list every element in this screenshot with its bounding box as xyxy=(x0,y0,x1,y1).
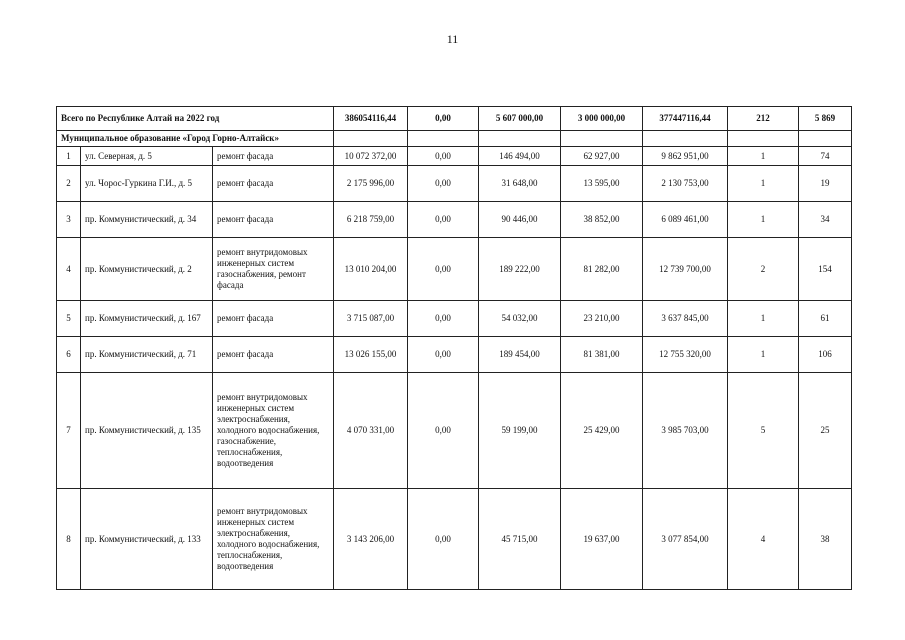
total-value: 5 869 xyxy=(799,107,852,131)
value-cell: 0,00 xyxy=(408,489,479,590)
address-cell: пр. Коммунистический, д. 133 xyxy=(81,489,213,590)
cost-cell: 6 218 759,00 xyxy=(334,202,408,238)
work-cell: ремонт внутридомовых инженерных систем электроснабжения, холодного водоснабжения, газоснабжение, теплоснабжения, водоотведения xyxy=(213,373,334,489)
value-cell: 38 852,00 xyxy=(561,202,643,238)
value-cell: 54 032,00 xyxy=(479,301,561,337)
value-cell: 3 077 854,00 xyxy=(643,489,728,590)
work-cell: ремонт фасада xyxy=(213,301,334,337)
value-cell: 146 494,00 xyxy=(479,147,561,166)
cost-cell: 2 175 996,00 xyxy=(334,166,408,202)
value-cell: 31 648,00 xyxy=(479,166,561,202)
value-cell: 19 637,00 xyxy=(561,489,643,590)
table-row xyxy=(57,337,852,373)
work-cell: ремонт фасада xyxy=(213,166,334,202)
value-cell: 0,00 xyxy=(408,301,479,337)
cost-cell: 13 010 204,00 xyxy=(334,238,408,301)
value-cell: 0,00 xyxy=(408,202,479,238)
table-row xyxy=(57,373,852,489)
value-cell: 45 715,00 xyxy=(479,489,561,590)
table-row xyxy=(57,489,852,590)
row-number: 4 xyxy=(57,238,81,301)
value-cell: 4 xyxy=(728,489,799,590)
value-cell: 13 595,00 xyxy=(561,166,643,202)
row-number: 3 xyxy=(57,202,81,238)
table-row xyxy=(57,166,852,202)
total-value: 5 607 000,00 xyxy=(479,107,561,131)
table-row xyxy=(57,202,852,238)
value-cell: 189 222,00 xyxy=(479,238,561,301)
value-cell: 1 xyxy=(728,147,799,166)
value-cell: 189 454,00 xyxy=(479,337,561,373)
work-cell: ремонт фасада xyxy=(213,337,334,373)
value-cell: 12 739 700,00 xyxy=(643,238,728,301)
value-cell: 12 755 320,00 xyxy=(643,337,728,373)
value-cell: 1 xyxy=(728,337,799,373)
table-row xyxy=(57,147,852,166)
value-cell: 34 xyxy=(799,202,852,238)
cost-cell: 3 143 206,00 xyxy=(334,489,408,590)
address-cell: пр. Коммунистический, д. 135 xyxy=(81,373,213,489)
address-cell: пр. Коммунистический, д. 34 xyxy=(81,202,213,238)
address-cell: пр. Коммунистический, д. 2 xyxy=(81,238,213,301)
row-number: 5 xyxy=(57,301,81,337)
address-cell: ул. Чорос-Гуркина Г.И., д. 5 xyxy=(81,166,213,202)
total-value: 3 000 000,00 xyxy=(561,107,643,131)
repair-program-table xyxy=(56,106,852,590)
table-row xyxy=(57,301,852,337)
value-cell: 1 xyxy=(728,202,799,238)
municipality-row xyxy=(57,131,852,147)
cost-cell: 13 026 155,00 xyxy=(334,337,408,373)
value-cell: 2 xyxy=(728,238,799,301)
value-cell: 0,00 xyxy=(408,337,479,373)
value-cell: 1 xyxy=(728,301,799,337)
municipality-label: Муниципальное образование «Город Горно-Алтайск» xyxy=(57,131,334,147)
cost-cell: 10 072 372,00 xyxy=(334,147,408,166)
cost-cell: 4 070 331,00 xyxy=(334,373,408,489)
value-cell: 25 429,00 xyxy=(561,373,643,489)
total-value: 377447116,44 xyxy=(643,107,728,131)
cost-cell: 3 715 087,00 xyxy=(334,301,408,337)
work-cell: ремонт фасада xyxy=(213,202,334,238)
value-cell: 90 446,00 xyxy=(479,202,561,238)
row-number: 8 xyxy=(57,489,81,590)
address-cell: пр. Коммунистический, д. 71 xyxy=(81,337,213,373)
total-value: 212 xyxy=(728,107,799,131)
value-cell: 81 282,00 xyxy=(561,238,643,301)
value-cell: 0,00 xyxy=(408,238,479,301)
value-cell: 106 xyxy=(799,337,852,373)
address-cell: пр. Коммунистический, д. 167 xyxy=(81,301,213,337)
value-cell: 38 xyxy=(799,489,852,590)
work-cell: ремонт внутридомовых инженерных систем газоснабжения, ремонт фасада xyxy=(213,238,334,301)
work-cell: ремонт фасада xyxy=(213,147,334,166)
value-cell: 9 862 951,00 xyxy=(643,147,728,166)
value-cell: 62 927,00 xyxy=(561,147,643,166)
row-number: 1 xyxy=(57,147,81,166)
address-cell: ул. Северная, д. 5 xyxy=(81,147,213,166)
value-cell: 59 199,00 xyxy=(479,373,561,489)
total-label: Всего по Республике Алтай на 2022 год xyxy=(57,107,334,131)
value-cell: 3 637 845,00 xyxy=(643,301,728,337)
value-cell: 23 210,00 xyxy=(561,301,643,337)
row-number: 7 xyxy=(57,373,81,489)
value-cell: 2 130 753,00 xyxy=(643,166,728,202)
page-number: 11 xyxy=(446,32,459,46)
value-cell: 61 xyxy=(799,301,852,337)
total-row xyxy=(57,107,852,131)
value-cell: 6 089 461,00 xyxy=(643,202,728,238)
value-cell: 3 985 703,00 xyxy=(643,373,728,489)
table-row xyxy=(57,238,852,301)
value-cell: 0,00 xyxy=(408,166,479,202)
total-value: 0,00 xyxy=(408,107,479,131)
value-cell: 5 xyxy=(728,373,799,489)
value-cell: 1 xyxy=(728,166,799,202)
value-cell: 0,00 xyxy=(408,147,479,166)
value-cell: 0,00 xyxy=(408,373,479,489)
work-cell: ремонт внутридомовых инженерных систем электроснабжения, холодного водоснабжения, теплоснабжения, водоотведения xyxy=(213,489,334,590)
value-cell: 19 xyxy=(799,166,852,202)
value-cell: 154 xyxy=(799,238,852,301)
value-cell: 81 381,00 xyxy=(561,337,643,373)
total-cost: 386054116,44 xyxy=(334,107,408,131)
value-cell: 25 xyxy=(799,373,852,489)
value-cell: 74 xyxy=(799,147,852,166)
row-number: 6 xyxy=(57,337,81,373)
row-number: 2 xyxy=(57,166,81,202)
